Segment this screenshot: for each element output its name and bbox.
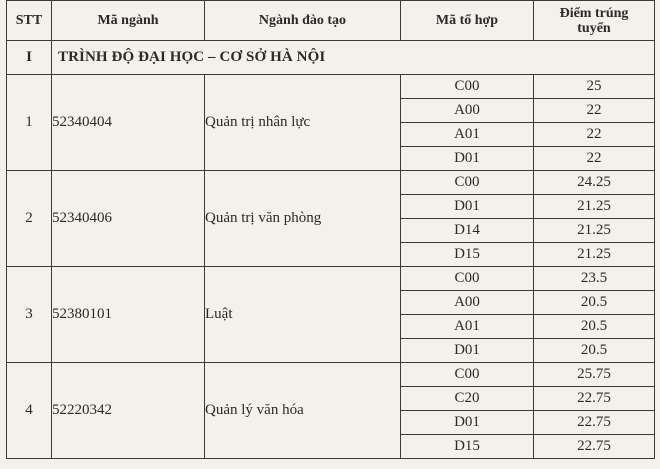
cutoff-score: 21.25 <box>534 243 655 267</box>
combination-code: D01 <box>401 339 534 363</box>
table-row <box>7 171 655 195</box>
cutoff-score: 20.5 <box>534 291 655 315</box>
combination-code: D01 <box>401 195 534 219</box>
program-code: 52340404 <box>52 75 205 171</box>
header-stt: STT <box>7 1 52 41</box>
cutoff-score: 22 <box>534 99 655 123</box>
cutoff-score: 22 <box>534 147 655 171</box>
combination-code: C20 <box>401 387 534 411</box>
combination-code: A01 <box>401 123 534 147</box>
cutoff-score: 25.75 <box>534 363 655 387</box>
program-code: 52340406 <box>52 171 205 267</box>
row-stt: 2 <box>7 171 52 267</box>
row-stt: 4 <box>7 363 52 459</box>
combination-code: C00 <box>401 75 534 99</box>
combination-code: D15 <box>401 435 534 459</box>
cutoff-score: 22.75 <box>534 411 655 435</box>
admission-score-table <box>6 0 655 459</box>
combination-code: D15 <box>401 243 534 267</box>
program-name: Quản trị nhân lực <box>205 75 401 171</box>
program-name: Quản trị văn phòng <box>205 171 401 267</box>
combination-code: C00 <box>401 363 534 387</box>
combination-code: D01 <box>401 411 534 435</box>
cutoff-score: 22 <box>534 123 655 147</box>
row-stt: 3 <box>7 267 52 363</box>
cutoff-score: 20.5 <box>534 315 655 339</box>
header-program-name: Ngành đào tạo <box>205 1 401 41</box>
cutoff-score: 25 <box>534 75 655 99</box>
section-row <box>7 41 655 75</box>
row-stt: 1 <box>7 75 52 171</box>
header-program-code: Mã ngành <box>52 1 205 41</box>
header-cutoff-line1: Điểm trúng <box>559 5 629 21</box>
program-name: Quản lý văn hóa <box>205 363 401 459</box>
header-cutoff-line2: tuyển <box>577 20 611 36</box>
header-combination: Mã tổ hợp <box>401 1 534 41</box>
table-row <box>7 267 655 291</box>
cutoff-score: 24.25 <box>534 171 655 195</box>
combination-code: C00 <box>401 171 534 195</box>
program-name: Luật <box>205 267 401 363</box>
cutoff-score: 21.25 <box>534 219 655 243</box>
combination-code: A00 <box>401 99 534 123</box>
table-row <box>7 363 655 387</box>
combination-code: C00 <box>401 267 534 291</box>
cutoff-score: 21.25 <box>534 195 655 219</box>
cutoff-score: 22.75 <box>534 435 655 459</box>
table-header-row <box>7 1 655 41</box>
combination-code: D14 <box>401 219 534 243</box>
program-code: 52220342 <box>52 363 205 459</box>
cutoff-score: 22.75 <box>534 387 655 411</box>
combination-code: D01 <box>401 147 534 171</box>
section-number: I <box>7 41 52 75</box>
table-row <box>7 75 655 99</box>
combination-code: A00 <box>401 291 534 315</box>
header-cutoff-score <box>534 1 655 41</box>
cutoff-score: 23.5 <box>534 267 655 291</box>
program-code: 52380101 <box>52 267 205 363</box>
combination-code: A01 <box>401 315 534 339</box>
cutoff-score: 20.5 <box>534 339 655 363</box>
section-title: TRÌNH ĐỘ ĐẠI HỌC – CƠ SỞ HÀ NỘI <box>52 41 655 75</box>
